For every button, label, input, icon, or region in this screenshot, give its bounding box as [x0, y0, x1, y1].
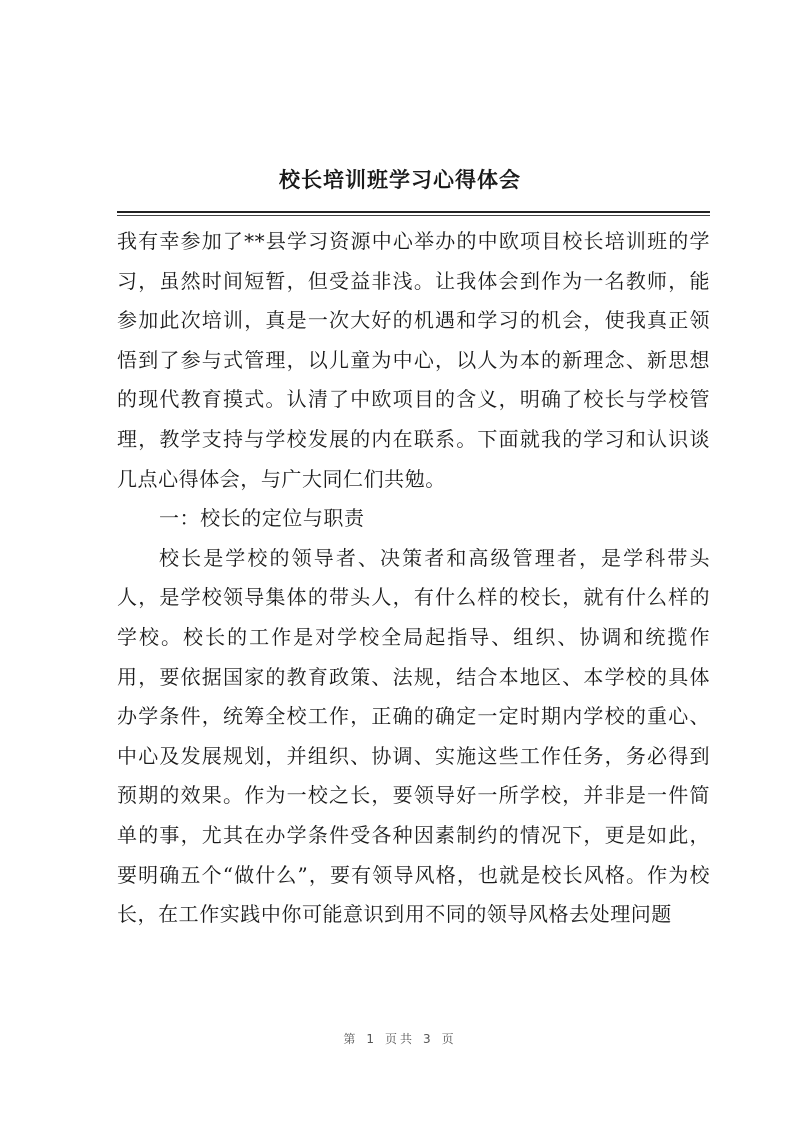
footer-prefix: 第: [343, 1032, 359, 1046]
footer-suffix: 页: [441, 1032, 457, 1046]
document-title: 校长培训班学习心得体会: [279, 167, 521, 192]
footer-middle: 页共: [384, 1032, 415, 1046]
page-footer: [0, 1030, 800, 1047]
intro-paragraph: 我有幸参加了**县学习资源中心举办的中欧项目校长培训班的学习，虽然时间短暂，但受益非浅。让我体会到作为一名教师，能参加此次培训，真是一次大好的机遇和学习的机会，使我真正领悟到了参与式管理，以儿童为中心，以人为本的新理念、新思想的现代教育摸式。认清了中欧项目的含义，明确了校长与学校管理，教学支持与学校发展的内在联系。下面就我的学习和认识谈几点心得体会，与广大同仁们共勉。: [117, 229, 710, 491]
section-heading: 一：校长的定位与职责: [159, 506, 365, 531]
body-paragraph: 校长是学校的领导者、决策者和高级管理者，是学科带头人，是学校领导集体的带头人，有什么样的校长，就有什么样的学校。校长的工作是对学校全局起指导、组织、协调和统揽作用，要依据国家的教育政策、法规，结合本地区、本学校的具体办学条件，统筹全校工作，正确的确定一定时期内学校的重心、中心及发展规划，并组织、协调、实施这些工作任务，务必得到预期的效果。作为一校之长，要领导好一所学校，并非是一件简单的事，尤其在办学条件受各种因素制约的情况下，更是如此，要明确五个“做什么”，要有领导风格，也就是校长风格。作为校长，在工作实践中你可能意识到用不同的领导风格去处理问题: [117, 545, 710, 927]
footer-page-number: 1: [366, 1032, 377, 1046]
footer-total-pages: 3: [423, 1032, 434, 1046]
title-divider: [117, 211, 710, 216]
document-body: [117, 222, 710, 935]
